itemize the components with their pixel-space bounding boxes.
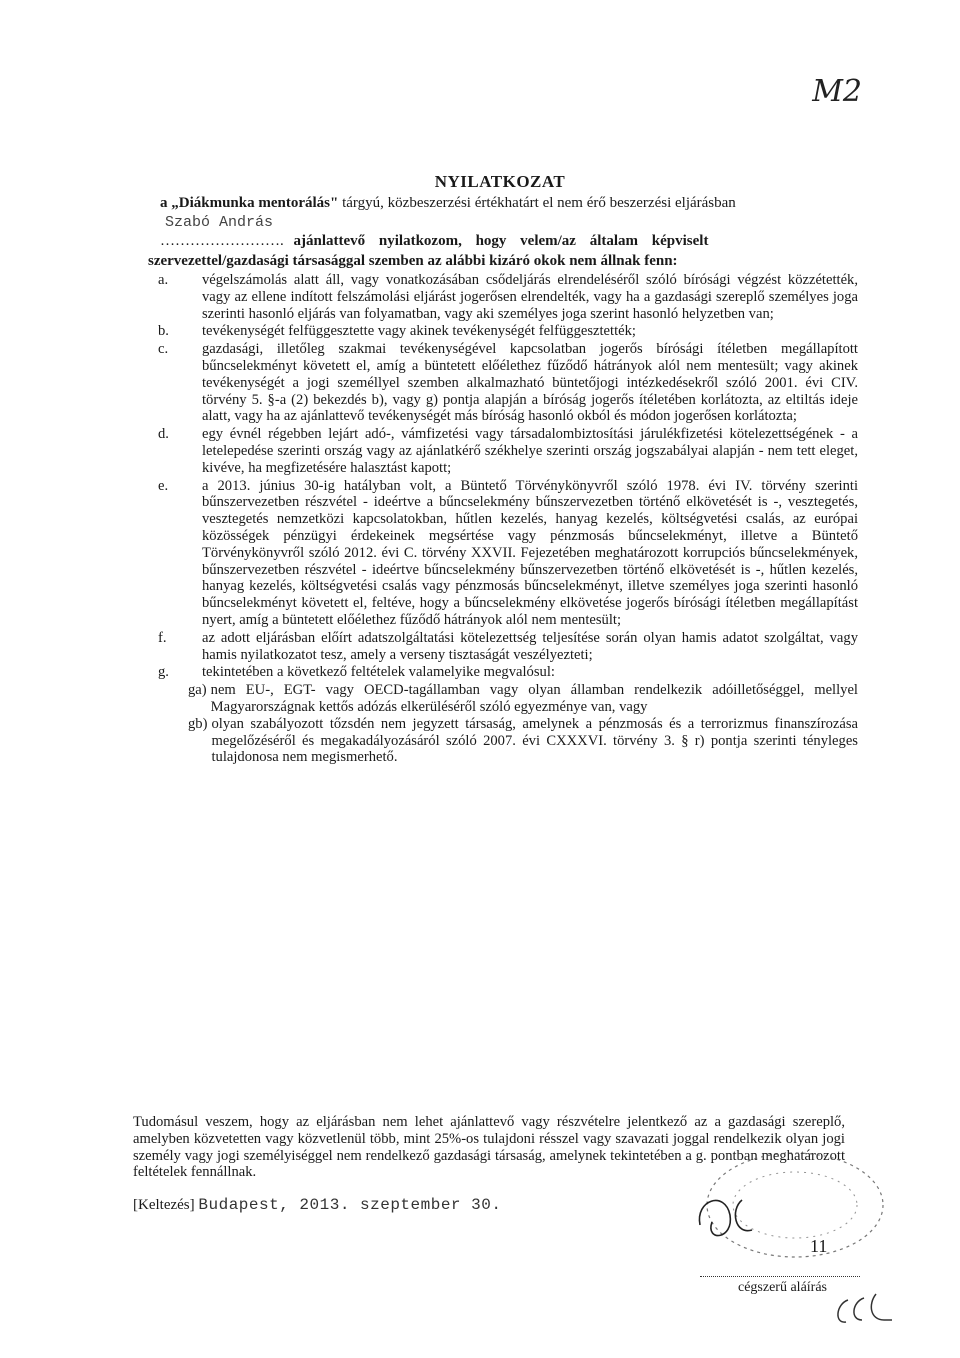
sub-item-label: ga) <box>188 682 207 699</box>
date-line <box>133 1196 501 1214</box>
item-letter: c. <box>158 341 169 358</box>
item-letter: d. <box>158 426 169 443</box>
sub-item <box>188 682 858 716</box>
item-text: az adott eljárásban előírt adatszolgáltatási kötelezettség teljesítése során olyan hamis adatot szolgáltat, vagy hamis nyilatkozatot tesz, amely a verseny tisztaságát veszélyezteti; <box>202 629 858 663</box>
list-item <box>158 630 858 664</box>
item-letter: e. <box>158 477 169 494</box>
list-item <box>158 341 858 425</box>
item-text: a 2013. június 30-ig hatályban volt, a Büntető Törvénykönyvről szóló 1978. évi IV. törvény szerinti bűnszervezetben részvétel - ideértve a bűncselekmény bűnszervezetben történő elkövetését is -, vesztegetés, vesztegetés nemzetközi kapcsolatokban, hűtlen kezelés, hanyag kezelés, költségvetési csalás, az európai közösségek pénzügyi érdekeinek megsértése vagy pénzmosás bűncselekményt, illetve a Büntető Törvénykönyvről szóló 2012. évi C. törvény XXVII. Fejezetében meghatározott korrupciós bűncselekmények, bűnszervezetben részvétel - ideértve bűncselekmény bűnszervezetben történő elkövetését is -, hűtlen kezelés, hanyag kezelés, költségvetési csalás vagy pénzmosás bűncselekményt, illetve személyes joga szerinti hasonló bűncselekményt követett el, feltéve, hogy a bűncselekmény elkövetése jogerős bírósági ítéletben megállapítást nyert, amíg a büntetett előélethez fűződő hátrányok alól nem mentesült; <box>202 477 858 628</box>
item-text: végelszámolás alatt áll, vagy vonatkozásában csődeljárás elrendeléséről szóló bírósági végzést közzétették, vagy az ellene indított felszámolási eljárást jogerősen elrendelték, vagy ha a gazdasági szereplő személyes joga szerinti hasonló eljárás van folyamatban, vagy aki személyes joga szerint hasonló helyzetben van; <box>202 272 858 322</box>
item-letter: f. <box>158 629 167 646</box>
closing-paragraph: Tudomásul veszem, hogy az eljárásban nem lehet ajánlattevő vagy részvételre jelentkező az a gazdasági szereplő, amelyben közvetetten vagy közvetlenül több, mint 25%-os tulajdoni résszel vagy szavazati joggal rendelkezik olyan jogi személy vagy jogi személyiséggel nem rendelkező gazdasági társaság, amelynek tekintetében a g. pontban meghatározott feltételek fennállnak. <box>133 1114 845 1181</box>
dotted-fill: ……………………. <box>160 233 284 249</box>
sub-item-label: gb) <box>188 715 208 732</box>
handwritten-corner-mark: M2 <box>812 74 862 109</box>
item-letter: g. <box>158 664 169 681</box>
list-item <box>158 272 858 322</box>
item-letter: a. <box>158 272 169 288</box>
bidder-name: Szabó András <box>165 214 274 231</box>
signature-label: cégszerű aláírás <box>738 1280 827 1295</box>
handwritten-initials <box>830 1290 900 1330</box>
intro-line-1-rest: tárgyú, közbeszerzési értékhatárt el nem érő beszerzési eljárásban <box>338 195 736 211</box>
intro-line-3-text: ajánlattevő nyilatkozom, hogy velem/az általam képviselt <box>293 233 709 249</box>
sub-item-text: nem EU-, EGT- vagy OECD-tagállamban vagy olyan államban rendelkezik adóilletőséggel, mellyel Magyarországnak kettős adózás elkerüléséről szóló egyezménye van, vagy <box>210 682 858 715</box>
list-item <box>158 664 858 681</box>
list-item <box>158 478 858 629</box>
date-label: [Keltezés] <box>133 1197 195 1213</box>
intro-line-4: szervezettel/gazdasági társasággal szemben az alábbi kizáró okok nem állnak fenn: <box>148 253 678 269</box>
company-stamp <box>690 1130 890 1280</box>
date-value: Budapest, 2013. szeptember 30. <box>198 1196 502 1214</box>
item-text: gazdasági, illetőleg szakmai tevékenységével kapcsolatban jogerős bírósági ítéletben megállapított bűncselekményt követett el, amíg a büntetett előélethez fűződő hátrányok alól nem mentesült; vagy akinek tevékenységét a jogi személlyel szemben alkalmazható büntetőjogi intézkedésekről szóló 2001. évi CIV. törvény 5. §-a (2) bekezdés b), vagy g) pontja alapján a bíróság jogerős ítéletében korlátozta, az eltiltás ideje alatt, vagy ha az ajánlattevő tevékenységét más bíróság hasonló okból és módon jogerősen korlátozta; <box>202 341 858 425</box>
intro-line-3 <box>160 232 708 250</box>
project-name: a „Diákmunka mentorálás" <box>160 195 339 211</box>
item-text: tevékenységét felfüggesztette vagy akinek tevékenységét felfüggesztették; <box>202 323 636 340</box>
item-text: egy évnél régebben lejárt adó-, vámfizetési vagy társadalombiztosítási járulékfizetési kötelezettségének - a letelepedése szerinti ország vagy az ajánlatkérő székhelye szerinti ország jogszabályai alapján - nem tett eleget, kivéve, ha megfizetésére halasztást kapott; <box>202 426 858 476</box>
list-item <box>158 426 858 476</box>
exclusion-list <box>158 272 858 766</box>
intro-line-1 <box>160 194 736 212</box>
sub-item-text: olyan szabályozott tőzsdén nem jegyzett társaság, amelynek a pénzmosás és a terrorizmus finanszírozása megelőzéséről és megakadályozásáról szóló 2007. évi CXXXVI. törvény 3. § r) pontja szerinti tényleges tulajdonosa nem megismerhető. <box>211 715 858 766</box>
item-text: tekintetében a következő feltételek valamelyike megvalósul: <box>202 664 555 681</box>
sub-item <box>188 716 858 766</box>
page-number: 11 <box>810 1236 828 1256</box>
list-item <box>158 323 858 340</box>
document-title: NYILATKOZAT <box>434 172 566 191</box>
item-letter: b. <box>158 323 169 340</box>
signature-line <box>700 1276 860 1277</box>
signature-stroke <box>699 1201 730 1236</box>
